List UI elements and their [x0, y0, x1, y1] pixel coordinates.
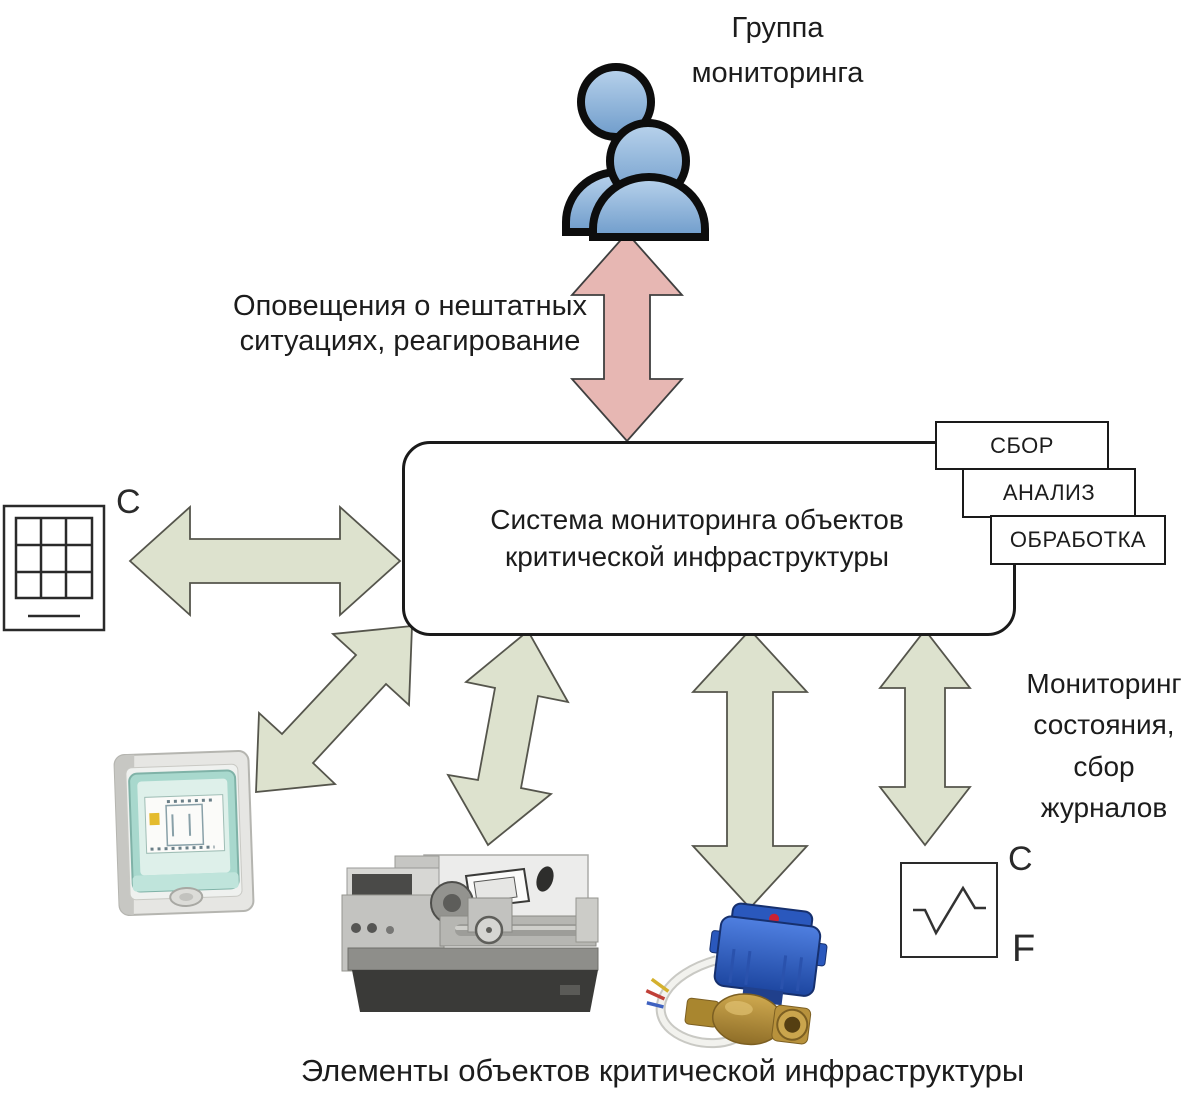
link-arrow-scope — [880, 630, 970, 845]
link-arrow-diagonal-cabinet — [256, 626, 412, 792]
monitoring-group-label-line1: Группа — [731, 12, 824, 44]
monitoring-group-icon — [566, 67, 705, 237]
function-box-sbor — [935, 421, 1109, 470]
monitoring-arrow-label-line1: Мониторинг — [1026, 668, 1182, 699]
monitoring-arrow-label-line2: состояния, — [1033, 709, 1175, 741]
scope-marker-f: F — [1012, 928, 1036, 970]
monitoring-arrow-label-line4: журналов — [1040, 792, 1168, 824]
alert-arrow-label-line2: ситуациях, реагирование — [239, 325, 581, 358]
function-box-sbor-label: СБОР — [990, 432, 1054, 458]
electrical-cabinet-image — [114, 751, 254, 916]
motorized-valve-image — [641, 893, 831, 1056]
function-box-analiz — [962, 468, 1136, 518]
alert-arrow-label-line1: Оповещения о нештатных — [233, 290, 587, 322]
central-system-label — [447, 502, 947, 576]
central-system-box — [402, 441, 1016, 636]
left-grid-marker: С — [116, 483, 141, 521]
function-box-obrabotka-label: ОБРАБОТКА — [1009, 527, 1147, 552]
grid-panel-icon — [4, 506, 104, 630]
central-system-label-line2: критической инфраструктуры — [504, 540, 890, 572]
function-box-analiz-label: АНАЛИЗ — [1002, 480, 1096, 505]
scope-marker-c: С — [1008, 840, 1033, 878]
function-box-obrabotka — [990, 515, 1166, 565]
lathe-machine-image — [342, 855, 598, 1012]
link-arrow-valve — [693, 630, 807, 908]
link-arrow-lathe — [448, 631, 568, 845]
monitoring-arrow-label-line3: сбор — [1073, 750, 1135, 782]
link-arrow-left-horizontal — [130, 507, 400, 615]
waveform-icon — [901, 863, 997, 957]
central-system-label-line1: Система мониторинга объектов — [490, 503, 904, 535]
alert-double-arrow — [572, 233, 682, 441]
bottom-caption: Элементы объектов критической инфраструктуры — [300, 1053, 1025, 1088]
monitoring-group-label-line2: мониторинга — [691, 56, 864, 89]
